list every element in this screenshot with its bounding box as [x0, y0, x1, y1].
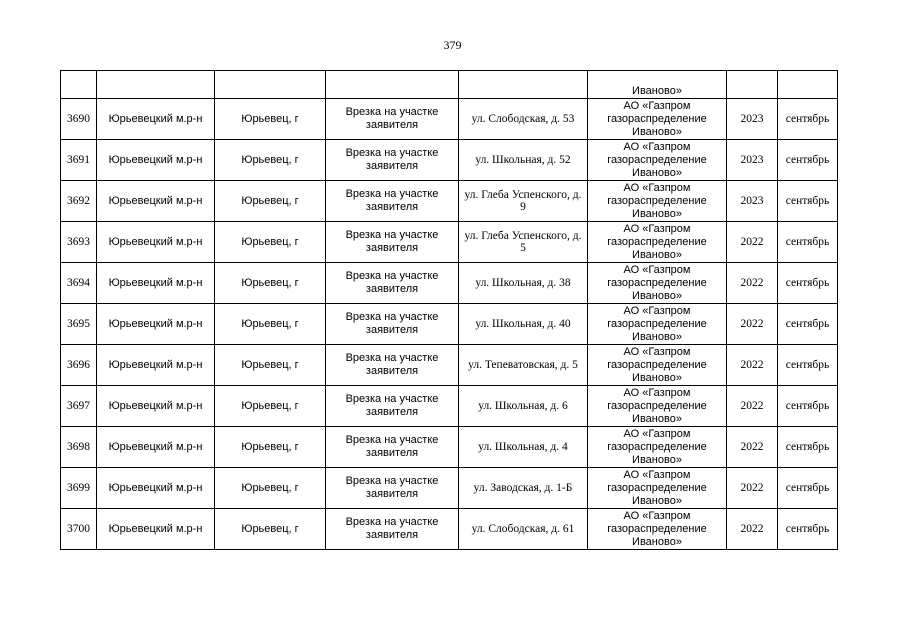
- cell-num: 3698: [61, 427, 97, 468]
- cell-address: ул. Слободская, д. 61: [459, 509, 588, 550]
- cell-month: сентябрь: [778, 222, 838, 263]
- cell-address: ул. Школьная, д. 4: [459, 427, 588, 468]
- cell-owner: АО «Газпром газораспределение Иваново»: [588, 468, 727, 509]
- cell-month: сентябрь: [778, 468, 838, 509]
- cell-owner: АО «Газпром газораспределение Иваново»: [588, 386, 727, 427]
- table-row: [61, 509, 838, 550]
- cell-district: Юрьевецкий м.р-н: [97, 140, 215, 181]
- cell-owner: АО «Газпром газораспределение Иваново»: [588, 140, 727, 181]
- cell-owner: Иваново»: [588, 71, 727, 99]
- data-table: [60, 70, 838, 550]
- cell-num: 3695: [61, 304, 97, 345]
- cell-city: Юрьевец, г: [215, 509, 326, 550]
- cell-year: 2022: [727, 222, 778, 263]
- cell-city: Юрьевец, г: [215, 140, 326, 181]
- cell-month: [778, 71, 838, 99]
- cell-year: 2023: [727, 140, 778, 181]
- cell-district: Юрьевецкий м.р-н: [97, 304, 215, 345]
- cell-work: Врезка на участке заявителя: [326, 181, 459, 222]
- cell-work: Врезка на участке заявителя: [326, 304, 459, 345]
- cell-address: ул. Глеба Успенского, д. 5: [459, 222, 588, 263]
- table-row: [61, 99, 838, 140]
- cell-city: Юрьевец, г: [215, 181, 326, 222]
- cell-year: 2022: [727, 386, 778, 427]
- table-row: [61, 468, 838, 509]
- page-number: 379: [443, 38, 462, 52]
- cell-owner: АО «Газпром газораспределение Иваново»: [588, 304, 727, 345]
- cell-owner: АО «Газпром газораспределение Иваново»: [588, 263, 727, 304]
- cell-year: 2023: [727, 181, 778, 222]
- cell-district: Юрьевецкий м.р-н: [97, 181, 215, 222]
- cell-month: сентябрь: [778, 427, 838, 468]
- cell-num: [61, 71, 97, 99]
- cell-district: Юрьевецкий м.р-н: [97, 386, 215, 427]
- cell-month: сентябрь: [778, 99, 838, 140]
- cell-address: ул. Школьная, д. 52: [459, 140, 588, 181]
- cell-year: 2022: [727, 345, 778, 386]
- table-row: [61, 222, 838, 263]
- cell-work: Врезка на участке заявителя: [326, 263, 459, 304]
- cell-district: Юрьевецкий м.р-н: [97, 509, 215, 550]
- table-row: [61, 140, 838, 181]
- cell-num: 3692: [61, 181, 97, 222]
- cell-city: Юрьевец, г: [215, 263, 326, 304]
- cell-city: Юрьевец, г: [215, 427, 326, 468]
- cell-city: Юрьевец, г: [215, 345, 326, 386]
- cell-month: сентябрь: [778, 386, 838, 427]
- cell-work: Врезка на участке заявителя: [326, 222, 459, 263]
- cell-address: [459, 71, 588, 99]
- cell-year: 2023: [727, 99, 778, 140]
- cell-month: сентябрь: [778, 263, 838, 304]
- cell-district: Юрьевецкий м.р-н: [97, 427, 215, 468]
- table-row: [61, 181, 838, 222]
- cell-owner: АО «Газпром газораспределение Иваново»: [588, 345, 727, 386]
- cell-year: 2022: [727, 304, 778, 345]
- cell-year: 2022: [727, 427, 778, 468]
- cell-month: сентябрь: [778, 140, 838, 181]
- cell-address: ул. Тепеватовская, д. 5: [459, 345, 588, 386]
- cell-owner: АО «Газпром газораспределение Иваново»: [588, 99, 727, 140]
- cell-work: [326, 71, 459, 99]
- table-body: [61, 71, 838, 550]
- cell-city: Юрьевец, г: [215, 304, 326, 345]
- cell-work: Врезка на участке заявителя: [326, 345, 459, 386]
- cell-address: ул. Школьная, д. 38: [459, 263, 588, 304]
- table-row-continuation: [61, 71, 838, 99]
- cell-address: ул. Слободская, д. 53: [459, 99, 588, 140]
- cell-city: Юрьевец, г: [215, 222, 326, 263]
- cell-work: Врезка на участке заявителя: [326, 140, 459, 181]
- cell-district: Юрьевецкий м.р-н: [97, 222, 215, 263]
- cell-city: Юрьевец, г: [215, 99, 326, 140]
- cell-district: Юрьевецкий м.р-н: [97, 345, 215, 386]
- cell-year: [727, 71, 778, 99]
- table-row: [61, 304, 838, 345]
- cell-num: 3697: [61, 386, 97, 427]
- cell-district: Юрьевецкий м.р-н: [97, 99, 215, 140]
- cell-month: сентябрь: [778, 181, 838, 222]
- cell-address: ул. Заводская, д. 1-Б: [459, 468, 588, 509]
- cell-num: 3699: [61, 468, 97, 509]
- cell-owner: АО «Газпром газораспределение Иваново»: [588, 222, 727, 263]
- cell-city: Юрьевец, г: [215, 386, 326, 427]
- cell-work: Врезка на участке заявителя: [326, 99, 459, 140]
- cell-work: Врезка на участке заявителя: [326, 468, 459, 509]
- table-row: [61, 263, 838, 304]
- cell-district: Юрьевецкий м.р-н: [97, 468, 215, 509]
- table-row: [61, 427, 838, 468]
- table-row: [61, 386, 838, 427]
- cell-address: ул. Школьная, д. 6: [459, 386, 588, 427]
- cell-num: 3696: [61, 345, 97, 386]
- cell-city: [215, 71, 326, 99]
- cell-num: 3700: [61, 509, 97, 550]
- cell-year: 2022: [727, 509, 778, 550]
- cell-num: 3693: [61, 222, 97, 263]
- cell-owner: АО «Газпром газораспределение Иваново»: [588, 181, 727, 222]
- cell-work: Врезка на участке заявителя: [326, 386, 459, 427]
- cell-work: Врезка на участке заявителя: [326, 509, 459, 550]
- cell-city: Юрьевец, г: [215, 468, 326, 509]
- cell-month: сентябрь: [778, 345, 838, 386]
- cell-num: 3691: [61, 140, 97, 181]
- table-row: [61, 345, 838, 386]
- cell-month: сентябрь: [778, 509, 838, 550]
- cell-address: ул. Глеба Успенского, д. 9: [459, 181, 588, 222]
- cell-year: 2022: [727, 263, 778, 304]
- cell-num: 3690: [61, 99, 97, 140]
- cell-num: 3694: [61, 263, 97, 304]
- cell-work: Врезка на участке заявителя: [326, 427, 459, 468]
- cell-owner: АО «Газпром газораспределение Иваново»: [588, 427, 727, 468]
- cell-owner: АО «Газпром газораспределение Иваново»: [588, 509, 727, 550]
- cell-month: сентябрь: [778, 304, 838, 345]
- cell-year: 2022: [727, 468, 778, 509]
- cell-district: Юрьевецкий м.р-н: [97, 263, 215, 304]
- cell-district: [97, 71, 215, 99]
- cell-address: ул. Школьная, д. 40: [459, 304, 588, 345]
